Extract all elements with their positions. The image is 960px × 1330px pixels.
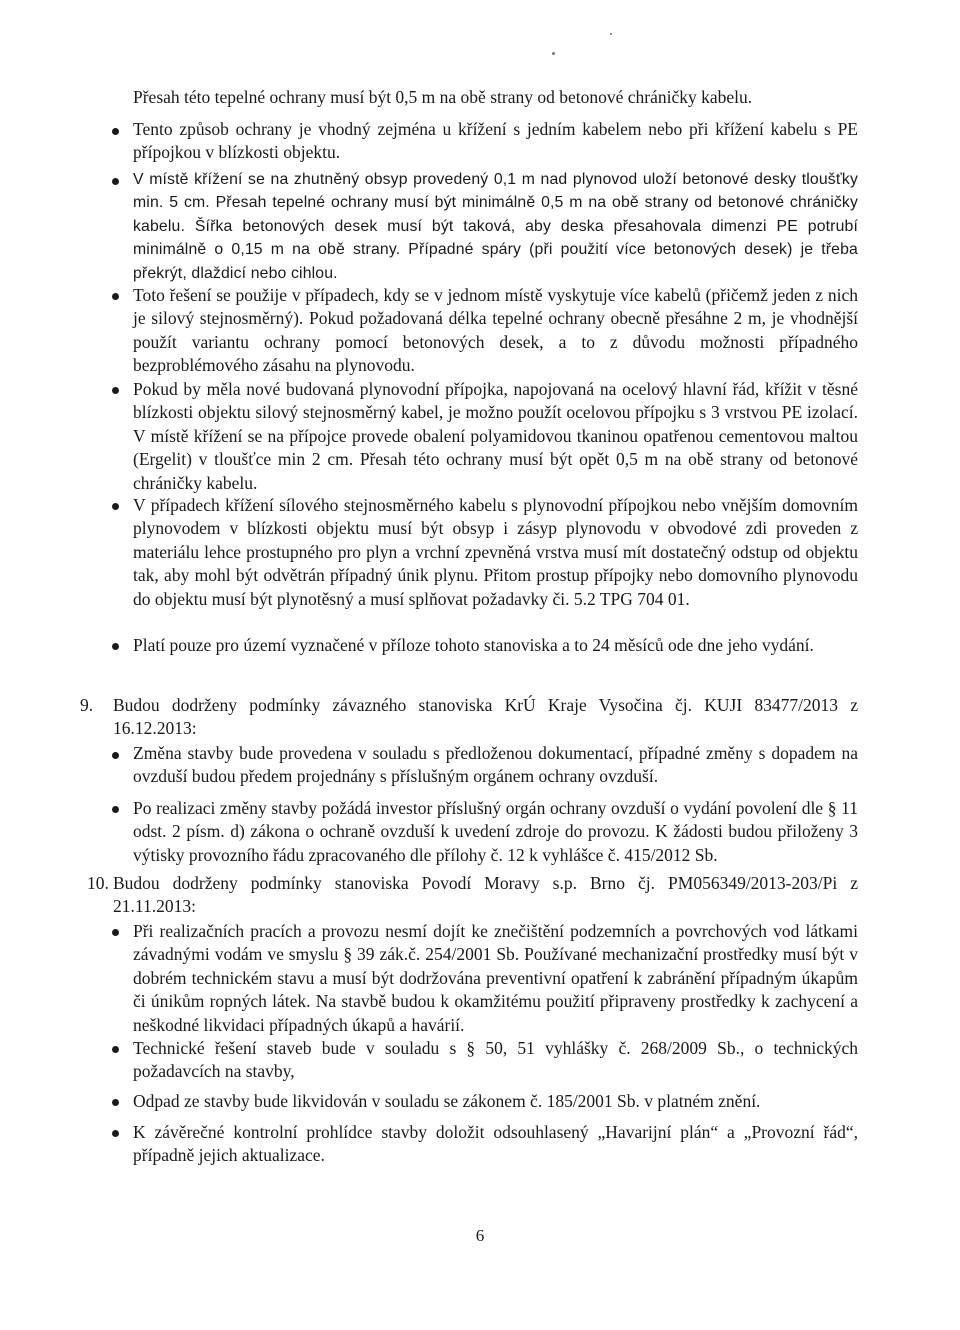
bullet-icon	[112, 752, 119, 759]
list-item: Pokud by měla nové budovaná plynovodní přípojka, napojovaná na ocelový hlavní řád, křížit v těsné blízkosti objektu silový stejnosměrný kabel, je možno použít ocelovou přípojku s 3 vrstvou PE izolací. V místě křížení se na přípojce provede obalení polyamidovou tkaninou opatřenou cementovou maltou (Ergelit) v tloušťce min 2 cm. Přesah této ochrany musí být opět 0,5 m na obě strany od betonové chráničky kabelu.	[133, 379, 858, 493]
scan-speck	[610, 33, 612, 35]
list-item: V místě křížení se na zhutněný obsyp provedený 0,1 m nad plynovod uloží betonové desky tloušťky min. 5 cm. Přesah tepelné ochrany musí být minimálně 0,5 m na obě strany od betonové chráničky kabelu. Šířka betonových desek musí být taková, aby deska přesahovala dimenzi PE potrubí minimálně o 0,15 m na obě strany. Případné spáry (při použití více betonových desek) je třeba překrýt, dlaždicí nebo cihlou.	[133, 171, 858, 282]
bullet-icon	[112, 503, 119, 510]
list-item: V případech křížení sílového stejnosměrného kabelu s plynovodní přípojkou nebo vnějším domovním plynovodem v blízkosti objektu musí být obsyp i zásyp plynovodu v obvodové zdi proveden z materiálu lehce prostupného pro plyn a vrchní zpevněná vrstva musí mít dostatečný odstup od objektu tak, aby mohl být odvětrán případný únik plynu. Přitom prostup přípojky nebo domovního plynovodu do objektu musí být plynotěsný a musí splňovat požadavky či. 5.2 TPG 704 01.	[133, 495, 858, 609]
item-number: 10.	[87, 873, 109, 893]
list-item: Platí pouze pro území vyznačené v příloze tohoto stanoviska a to 24 měsíců ode dne jeho vydání.	[133, 635, 814, 655]
list-item: K závěrečné kontrolní prohlídce stavby doložit odsouhlasený „Havarijní plán“ a „Provozní řád“, případně jejich aktualizace.	[133, 1122, 858, 1166]
bullet-icon	[112, 806, 119, 813]
item-text: Budou dodrženy podmínky závazného stanoviska KrÚ Kraje Vysočina čj. KUJI 83477/2013 z 16.12.2013:	[113, 695, 858, 739]
bullet-icon	[112, 643, 119, 650]
page-number: 6	[475, 1226, 485, 1245]
list-item: Technické řešení staveb bude v souladu s § 50, 51 vyhlášky č. 268/2009 Sb., o technických požadavcích na stavby,	[133, 1038, 858, 1082]
bullet-icon	[112, 293, 119, 300]
item-text: Budou dodrženy podmínky stanoviska Povodí Moravy s.p. Brno čj. PM056349/2013-203/Pi z 21.11.2013:	[113, 873, 858, 917]
bullet-icon	[112, 387, 119, 394]
item-number: 9.	[80, 695, 94, 715]
bullet-icon	[112, 128, 119, 135]
bullet-icon	[112, 178, 119, 185]
list-item: Tento způsob ochrany je vhodný zejména u křížení s jedním kabelem nebo při křížení kabelu s PE přípojkou v blízkosti objektu.	[133, 119, 858, 163]
list-item: Toto řešení se použije v případech, kdy se v jednom místě vyskytuje více kabelů (přičemž jeden z nich je silový stejnosměrný). Pokud požadovaná délka tepelné ochrany obecně přesáhne 2 m, je vhodnější použít variantu ochrany pomocí betonových desek, a to z důvodu možnosti případného bezproblémového zásahu na plynovodu.	[133, 285, 858, 376]
list-item: Při realizačních pracích a provozu nesmí dojít ke znečištění podzemních a povrchových vod látkami závadnými vodám ve smyslu § 39 zák.č. 254/2001 Sb. Používané mechanizační prostředky musí být v dobrém technickém stavu a musí být dodržována preventivní opatření k zabránění případným úkapům či únikům ropných látek. Na stavbě budou k okamžitému použití připraveny prostředky k zachycení a neškodné likvidaci případných úkapů a havárií.	[133, 921, 858, 1035]
list-item: Odpad ze stavby bude likvidován v souladu se zákonem č. 185/2001 Sb. v platném znění.	[133, 1091, 761, 1111]
intro-paragraph: Přesah této tepelné ochrany musí být 0,5 m na obě strany od betonové chráničky kabelu.	[133, 87, 753, 107]
list-item: Po realizaci změny stavby požádá investor příslušný orgán ochrany ovzduší o vydání povolení dle § 11 odst. 2 písm. d) zákona o ochraně ovzduší k uvedení zdroje do provozu. K žádosti budou přiloženy 3 výtisky provozního řádu zpracovaného dle přílohy č. 12 k vyhlášce č. 415/2012 Sb.	[133, 798, 858, 865]
bullet-icon	[112, 1046, 119, 1053]
scan-speck	[552, 52, 555, 55]
bullet-icon	[112, 1099, 119, 1106]
bullet-icon	[112, 1130, 119, 1137]
list-item: Změna stavby bude provedena v souladu s předloženou dokumentací, případné změny s dopadem na ovzduší budou předem projednány s příslušným orgánem ochrany ovzduší.	[133, 743, 858, 787]
bullet-icon	[112, 929, 119, 936]
